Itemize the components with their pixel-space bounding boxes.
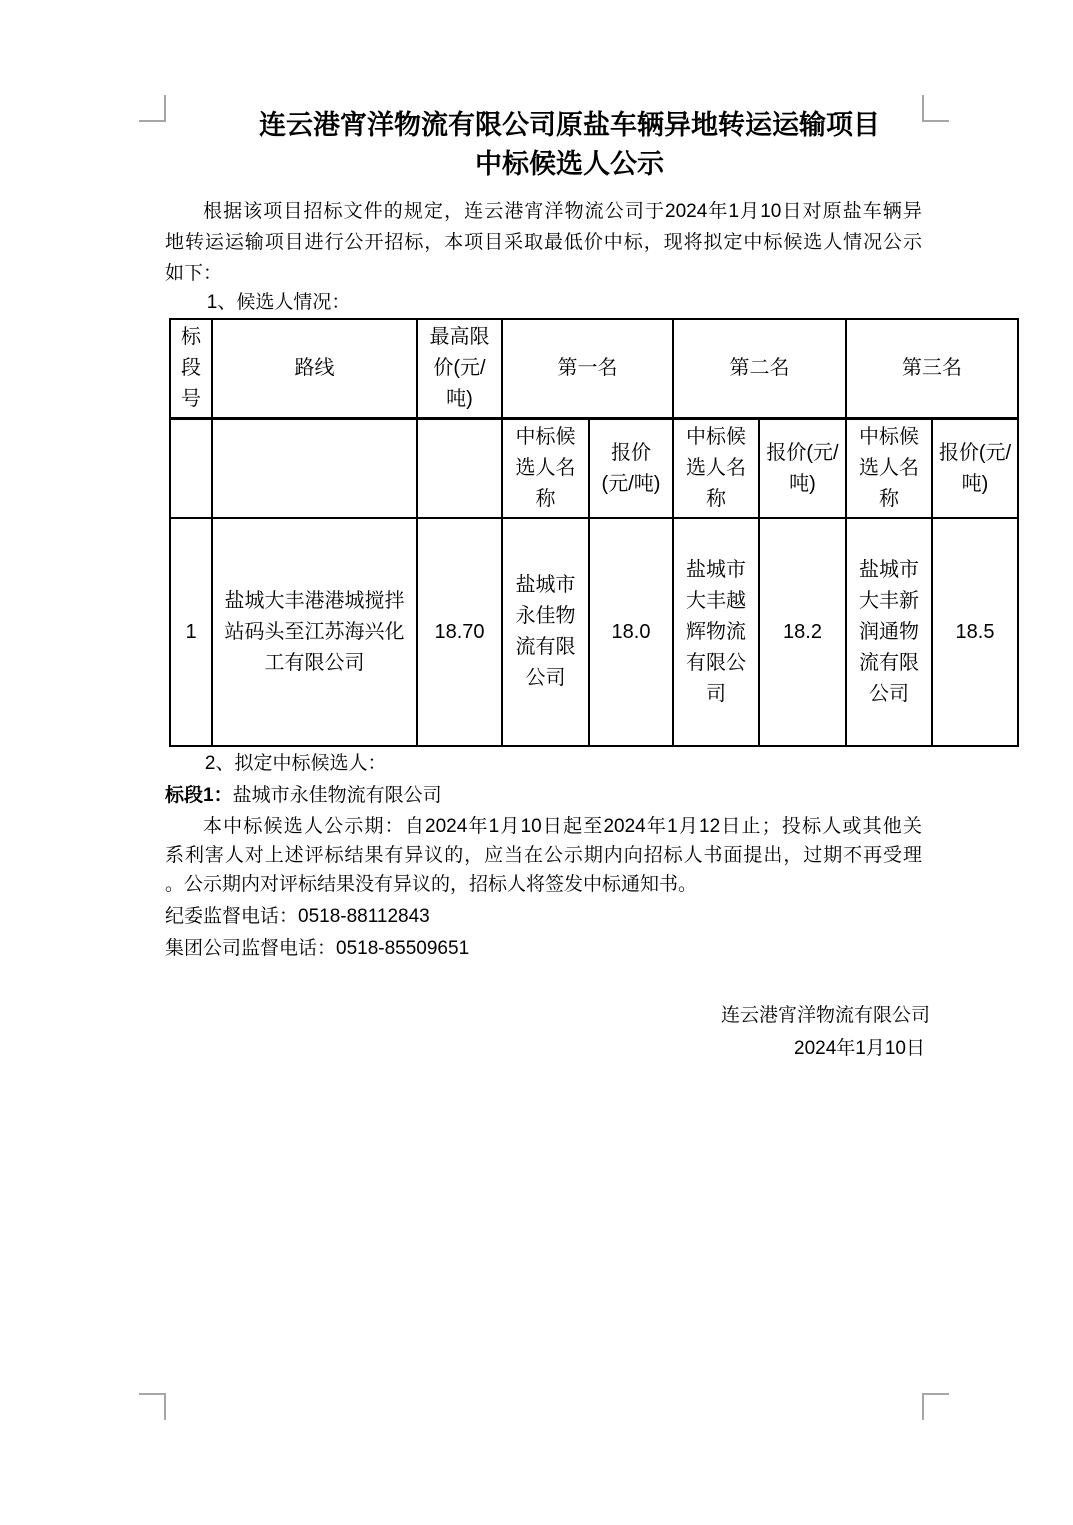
header-candidate-name-2: 中标候选人名称 [673,419,759,519]
empty-cell [212,419,417,519]
header-candidate-name-3: 中标候选人名称 [846,419,932,519]
intro-paragraph [165,196,922,289]
intro-line: 地转运运输项目进行公开招标，本项目采取最低价中标，现将拟定中标候选人情况公示 [165,232,922,253]
page-title-line-1: 连云港宵洋物流有限公司原盐车辆异地转运运输项目 [259,110,880,140]
signature-date: 2024年1月10日 [794,1038,925,1059]
table-header-row-2 [170,419,1018,519]
cell-rank2-name: 盐城市大丰越辉物流有限公司 [673,518,759,746]
cell-max-price: 18.70 [417,518,502,746]
header-section-no: 标段号 [170,319,212,419]
cell-rank3-name: 盐城市大丰新润通物流有限公司 [846,518,932,746]
intro-line: 根据该项目招标文件的规定，连云港宵洋物流公司于2024年1月10日对原盐车辆异 [203,201,922,222]
discipline-phone-line: 纪委监督电话：0518-88112843 [165,906,430,927]
candidates-table [169,318,1019,747]
notice-line: 。公示期内对评标结果没有异议的，招标人将签发中标通知书。 [165,874,698,895]
header-rank-2: 第二名 [673,319,846,419]
group-phone-line: 集团公司监督电话：0518-85509651 [165,938,470,959]
empty-cell [417,419,502,519]
empty-cell [170,419,212,519]
award-section-label: 标段1： [165,785,233,806]
header-max-price: 最高限价(元/吨) [417,319,502,419]
section-1-heading: 1、候选人情况： [206,292,351,313]
header-bid-price-3: 报价(元/吨) [932,419,1018,519]
page-title [165,106,922,184]
section-2-heading: 2、拟定中标候选人： [204,753,387,774]
cell-rank3-price: 18.5 [932,518,1018,746]
signature-company: 连云港宵洋物流有限公司 [720,1005,930,1026]
intro-line: 如下： [165,263,223,284]
award-company: 盐城市永佳物流有限公司 [232,785,442,806]
header-rank-3: 第三名 [846,319,1018,419]
cell-section-no: 1 [170,518,212,746]
header-candidate-name-1: 中标候选人名称 [502,419,589,519]
page-corner-mark-top-right [922,95,949,122]
page-corner-mark-bottom-right [922,1393,949,1420]
notice-line: 本中标候选人公示期：自2024年1月10日起至2024年1月12日止；投标人或其他关 [203,816,922,837]
table-header-row-1 [170,319,1018,419]
page-corner-mark-bottom-left [139,1393,166,1420]
award-line [165,780,922,811]
table-row [170,518,1018,746]
header-bid-price-1: 报价(元/吨) [589,419,673,519]
cell-rank1-name: 盐城市永佳物流有限公司 [502,518,589,746]
header-bid-price-2: 报价(元/吨) [759,419,846,519]
header-rank-1: 第一名 [502,319,673,419]
cell-route: 盐城大丰港港城搅拌站码头至江苏海兴化工有限公司 [212,518,417,746]
notice-line: 系利害人对上述评标结果有异议的，应当在公示期内向招标人书面提出，过期不再受理 [165,845,922,866]
page-corner-mark-top-left [139,95,166,122]
header-route: 路线 [212,319,417,419]
cell-rank1-price: 18.0 [589,518,673,746]
cell-rank2-price: 18.2 [759,518,846,746]
notice-paragraph [165,812,922,899]
page-title-line-2: 中标候选人公示 [475,149,664,179]
